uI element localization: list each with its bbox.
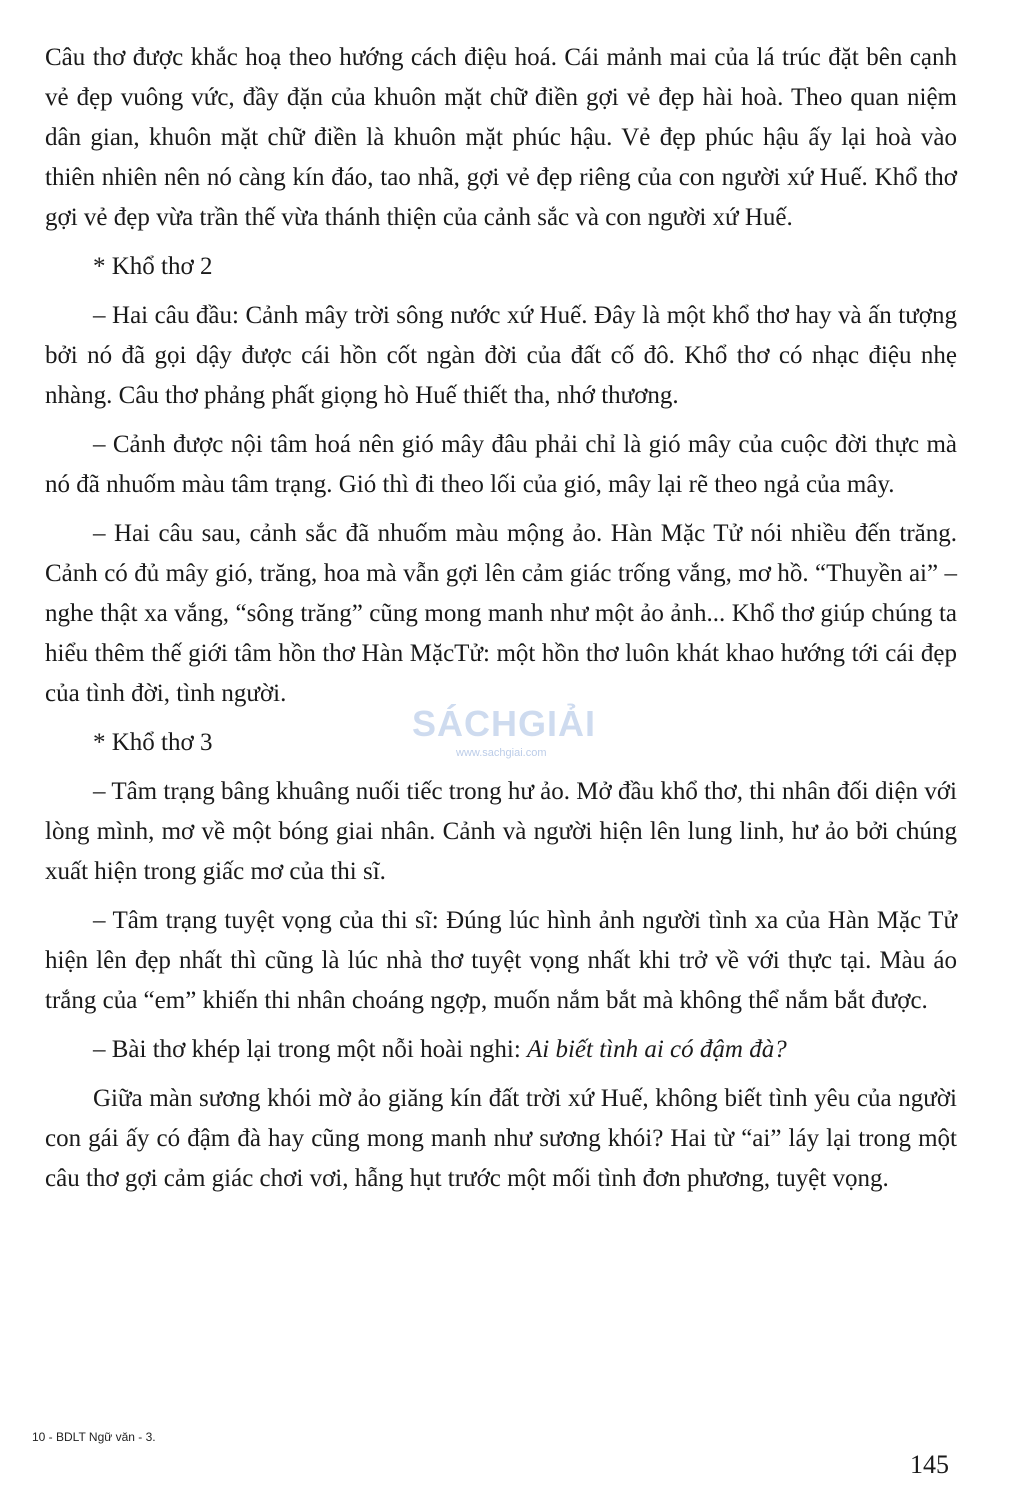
paragraph-7-lead: – Bài thơ khép lại trong một nỗi hoài nghi: <box>93 1036 528 1063</box>
paragraph-8: Giữa màn sương khói mờ ảo giăng kín đất trời xứ Huế, không biết tình yêu của người con gái ấy có đậm đà hay cũng mong manh như sương khói? Hai từ “ai” láy lại trong một câu thơ gợi cảm giác chơi vơi, hẫng hụt trước một mối tình đơn phương, tuyệt vọng. <box>45 1085 957 1192</box>
paragraph-2: – Hai câu đầu: Cảnh mây trời sông nước xứ Huế. Đây là một khổ thơ hay và ấn tượng bởi nó đã gọi dậy được cái hồn cốt ngàn đời của đất cố đô. Khổ thơ có nhạc điệu nhẹ nhàng. Câu thơ phảng phất giọng hò Huế thiết tha, nhớ thương. <box>45 302 957 409</box>
paragraph-1: Câu thơ được khắc hoạ theo hướng cách điệu hoá. Cái mảnh mai của lá trúc đặt bên cạnh vẻ đẹp vuông vức, đầy đặn của khuôn mặt chữ điền gợi vẻ đẹp hài hoà. Theo quan niệm dân gian, khuôn mặt chữ điền là khuôn mặt phúc hậu. Vẻ đẹp phúc hậu ấy lại hoà vào thiên nhiên nên nó càng kín đáo, tao nhã, gợi vẻ đẹp riêng của con người xứ Huế. Khổ thơ gợi vẻ đẹp vừa trần thế vừa thánh thiện của cảnh sắc và con người xứ Huế. <box>45 44 957 231</box>
section-heading-kho-tho-3: * Khổ thơ 3 <box>93 729 213 756</box>
watermark-url: www.sachgiai.com <box>456 747 547 759</box>
page-body <box>45 38 957 1208</box>
paragraph-7 <box>45 1030 957 1070</box>
section-heading-kho-tho-2: * Khổ thơ 2 <box>93 253 213 280</box>
footer-book-label: 10 - BDLT Ngữ văn - 3. <box>32 1430 156 1444</box>
watermark-brand: SÁCHGIẢI <box>412 703 597 744</box>
page-number: 145 <box>910 1450 949 1479</box>
paragraph-6: – Tâm trạng tuyệt vọng của thi sĩ: Đúng lúc hình ảnh người tình xa của Hàn Mặc Tử hiện lên đẹp nhất thì cũng là lúc nhà thơ tuyệt vọng nhất khi trở về với thực tại. Màu áo trắng của “em” khiến thi nhân choáng ngợp, muốn nắm bắt mà không thể nắm bắt được. <box>45 907 957 1014</box>
paragraph-3: – Cảnh được nội tâm hoá nên gió mây đâu phải chỉ là gió mây của cuộc đời thực mà nó đã nhuốm màu tâm trạng. Gió thì đi theo lối của gió, mây lại rẽ theo ngả của mây. <box>45 431 957 498</box>
paragraph-5: – Tâm trạng bâng khuâng nuối tiếc trong hư ảo. Mở đầu khổ thơ, thi nhân đối diện với lòng mình, mơ về một bóng giai nhân. Cảnh và người hiện lên lung linh, hư ảo bởi chúng xuất hiện trong giấc mơ của thi sĩ. <box>45 778 957 885</box>
paragraph-4: – Hai câu sau, cảnh sắc đã nhuốm màu mộng ảo. Hàn Mặc Tử nói nhiều đến trăng. Cảnh có đủ mây gió, trăng, hoa mà vẫn gợi lên cảm giác trống vắng, mơ hồ. “Thuyền ai” – nghe thật xa vắng, “sông trăng” cũng mong manh như một ảo ảnh... Khổ thơ giúp chúng ta hiểu thêm thế giới tâm hồn thơ Hàn MặcTử: một hồn thơ luôn khát khao hướng tới cái đẹp của tình đời, tình người. <box>45 520 957 707</box>
poem-quote: Ai biết tình ai có đậm đà? <box>527 1036 787 1063</box>
